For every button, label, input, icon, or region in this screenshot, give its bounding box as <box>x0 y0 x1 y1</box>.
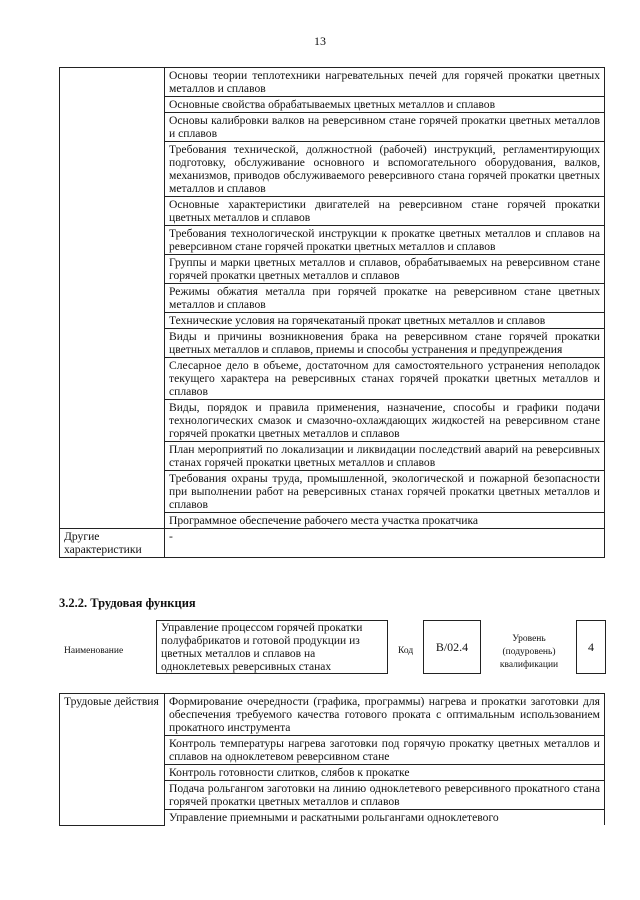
code-value: B/02.4 <box>423 620 481 674</box>
table-cell: Контроль готовности слитков, слябов к прокатке <box>165 765 605 781</box>
table-cell: Режимы обжатия металла при горячей прокатке на реверсивном стане цветных металлов и сплавов <box>165 284 605 313</box>
table-cell: Требования технологической инструкции к прокатке цветных металлов и сплавов на реверсивном стане горячей прокатки цветных металлов и сплавов <box>165 226 605 255</box>
section-heading: 3.2.2. Трудовая функция <box>59 596 196 610</box>
table-cell: - <box>165 529 605 558</box>
table-row <box>60 68 605 97</box>
level-value: 4 <box>576 620 606 674</box>
table-cell: Программное обеспечение рабочего места участка прокатчика <box>165 513 605 529</box>
table-cell: Основные характеристики двигателей на реверсивном стане горячей прокатки цветных металлов и сплавов <box>165 197 605 226</box>
table-cell: Подача рольгангом заготовки на линию одноклетевого реверсивного прокатного стана горячей прокатки цветных металлов и сплавов <box>165 781 605 810</box>
table-cell: Основы калибровки валков на реверсивном стане горячей прокатки цветных металлов и сплавов <box>165 113 605 142</box>
table-cell <box>60 68 165 529</box>
table-cell: Требования технической, должностной (рабочей) инструкций, регламентирующих подготовку, обслуживание основного и вспомогательного оборудования, валков, механизмов, приводов обслуживаемого реверсивного стана горячей прокатки цветных металлов и сплавов <box>165 142 605 197</box>
page-number: 13 <box>314 34 326 48</box>
function-name: Управление процессом горячей прокатки полуфабрикатов и готовой продукции из цветных металлов и сплавов на одноклетевых реверсивных станах <box>156 620 388 674</box>
table-cell: Требования охраны труда, промышленной, экологической и пожарной безопасности при выполнении работ на реверсивных станах горячей прокатки цветных металлов и сплавов <box>165 471 605 513</box>
table-cell: Управление приемными и раскатными рольгангами одноклетевого <box>165 810 605 826</box>
level-label: Уровень (подуровень) квалификации <box>499 634 559 670</box>
row-label: Трудовые действия <box>60 694 165 826</box>
table-cell: Основные свойства обрабатываемых цветных металлов и сплавов <box>165 97 605 113</box>
table-cell: Группы и марки цветных металлов и сплавов, обрабатываемых на реверсивном стане горячей прокатки цветных металлов и сплавов <box>165 255 605 284</box>
table-row <box>60 694 605 736</box>
table-cell: Виды и причины возникновения брака на реверсивном стане горячей прокатки цветных металлов и сплавов, приемы и способы устранения и предупреждения <box>165 329 605 358</box>
table-cell: Основы теории теплотехники нагревательных печей для горячей прокатки цветных металлов и сплавов <box>165 68 605 97</box>
table-cell: Виды, порядок и правила применения, назначение, способы и графики подачи технологических смазок и смазочно-охлаждающих жидкостей на реверсивном стане горячей прокатки цветных металлов и сплавов <box>165 400 605 442</box>
actions-table <box>59 693 605 826</box>
table-cell: Контроль температуры нагрева заготовки под горячую прокатку цветных металлов и сплавов на одноклетевом реверсивном стане <box>165 736 605 765</box>
name-label: Наименование <box>64 646 124 656</box>
table-cell: Технические условия на горячекатаный прокат цветных металлов и сплавов <box>165 313 605 329</box>
knowledge-table <box>59 67 605 558</box>
table-cell: План мероприятий по локализации и ликвидации последствий аварий на реверсивных станах горячей прокатки цветных металлов и сплавов <box>165 442 605 471</box>
row-label: Другие характеристики <box>60 529 165 558</box>
table-row <box>60 529 605 558</box>
code-label: Код <box>398 646 414 656</box>
table-cell: Формирование очередности (графика, программы) нагрева и прокатки заготовки для обеспечения требуемого качества готового проката с оптимальным использованием прокатного инструмента <box>165 694 605 736</box>
table-cell: Слесарное дело в объеме, достаточном для самостоятельного устранения неполадок текущего характера на реверсивных станах горячей прокатки цветных металлов и сплавов <box>165 358 605 400</box>
